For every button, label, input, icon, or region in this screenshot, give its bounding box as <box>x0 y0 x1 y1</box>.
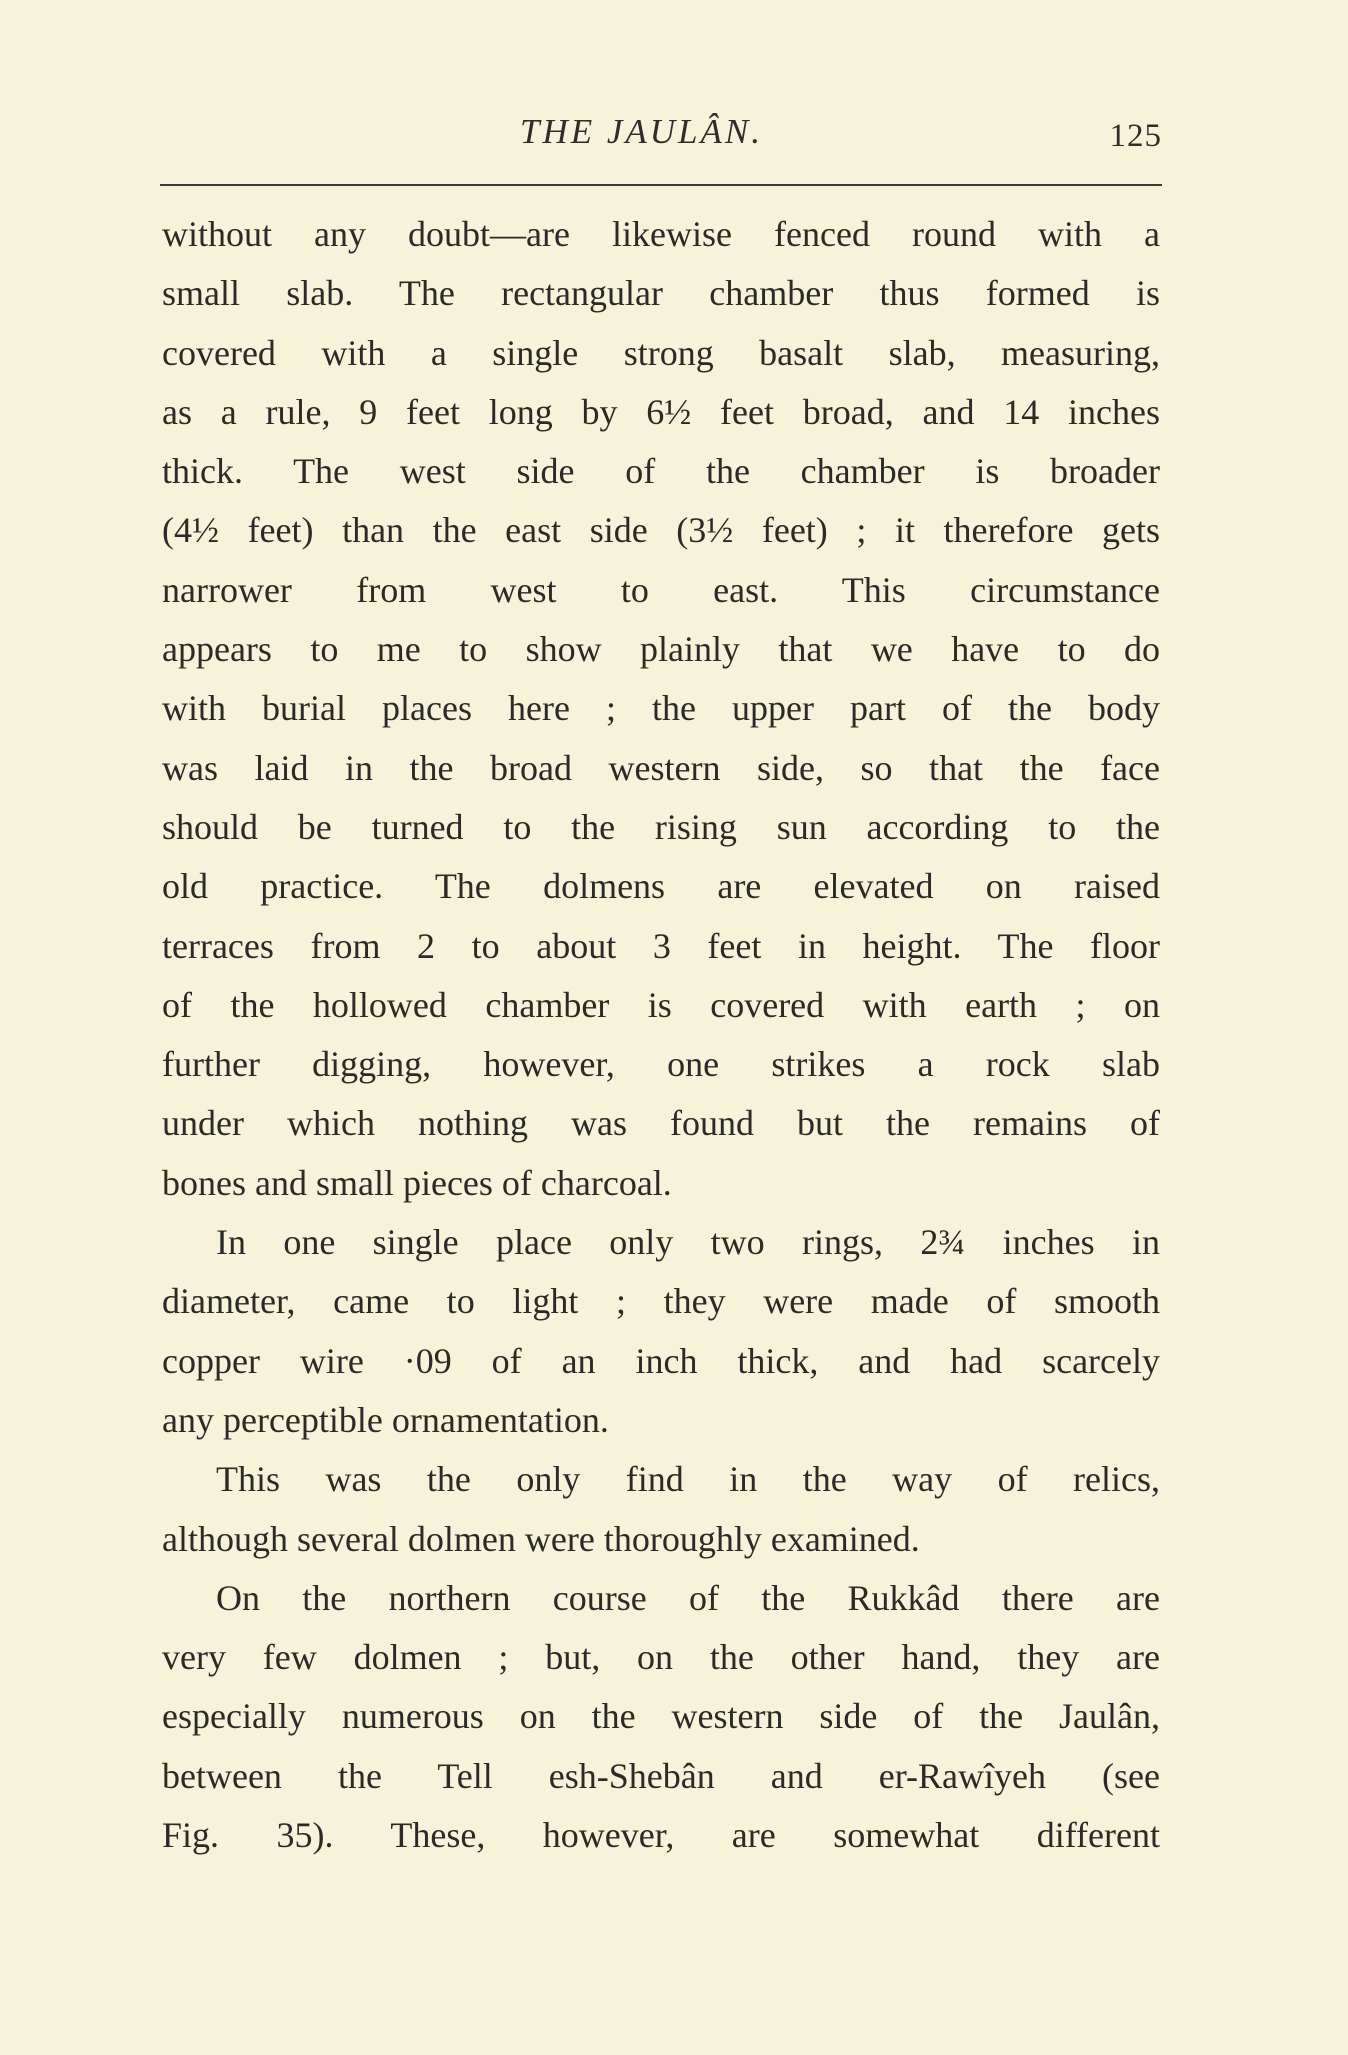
text-line: of the hollowed chamber is covered with earth ; on <box>162 984 1160 1025</box>
text-line: Fig. 35). These, however, are somewhat different <box>162 1815 1160 1856</box>
header-rule <box>160 184 1162 186</box>
text-line: between the Tell esh-Shebân and er-Rawîyeh (see <box>162 1755 1160 1796</box>
body-text <box>162 205 1160 1865</box>
text-line: bones and small pieces of charcoal. <box>162 1162 672 1203</box>
text-line: without any doubt—are likewise fenced round with a <box>162 214 1160 254</box>
page-number: 125 <box>1109 118 1162 154</box>
text-line: should be turned to the rising sun according to the <box>162 806 1160 847</box>
text-line: old practice. The dolmens are elevated on raised <box>162 866 1160 907</box>
text-line: appears to me to show plainly that we have to do <box>162 629 1160 670</box>
text-line: thick. The west side of the chamber is broader <box>162 451 1160 492</box>
text-line: very few dolmen ; but, on the other hand, they are <box>162 1637 1160 1678</box>
text-line: under which nothing was found but the remains of <box>162 1103 1160 1144</box>
text-line: This was the only find in the way of relics, <box>216 1459 1160 1500</box>
text-line: terraces from 2 to about 3 feet in height. The floor <box>162 925 1160 966</box>
text-line: (4½ feet) than the east side (3½ feet) ; it therefore gets <box>162 510 1160 551</box>
text-line: copper wire ·09 of an inch thick, and had scarcely <box>162 1340 1160 1381</box>
text-line: as a rule, 9 feet long by 6½ feet broad, and 14 inches <box>162 391 1160 432</box>
text-line: any perceptible ornamentation. <box>162 1399 609 1440</box>
text-line: diameter, came to light ; they were made of smooth <box>162 1281 1160 1322</box>
text-line: small slab. The rectangular chamber thus formed is <box>162 273 1160 314</box>
text-line: On the northern course of the Rukkâd there are <box>216 1577 1160 1618</box>
text-line: further digging, however, one strikes a rock slab <box>162 1044 1160 1085</box>
text-line: covered with a single strong basalt slab, measuring, <box>162 332 1160 373</box>
running-title: THE JAULÂN. <box>520 112 763 151</box>
text-line: was laid in the broad western side, so that the face <box>162 747 1160 788</box>
text-line: In one single place only two rings, 2¾ inches in <box>216 1222 1160 1263</box>
text-line: although several dolmen were thoroughly examined. <box>162 1518 920 1559</box>
text-line: with burial places here ; the upper part of the body <box>162 688 1160 729</box>
text-line: narrower from west to east. This circumstance <box>162 569 1160 610</box>
text-line: especially numerous on the western side of the Jaulân, <box>162 1696 1160 1737</box>
page-header <box>160 112 1162 172</box>
